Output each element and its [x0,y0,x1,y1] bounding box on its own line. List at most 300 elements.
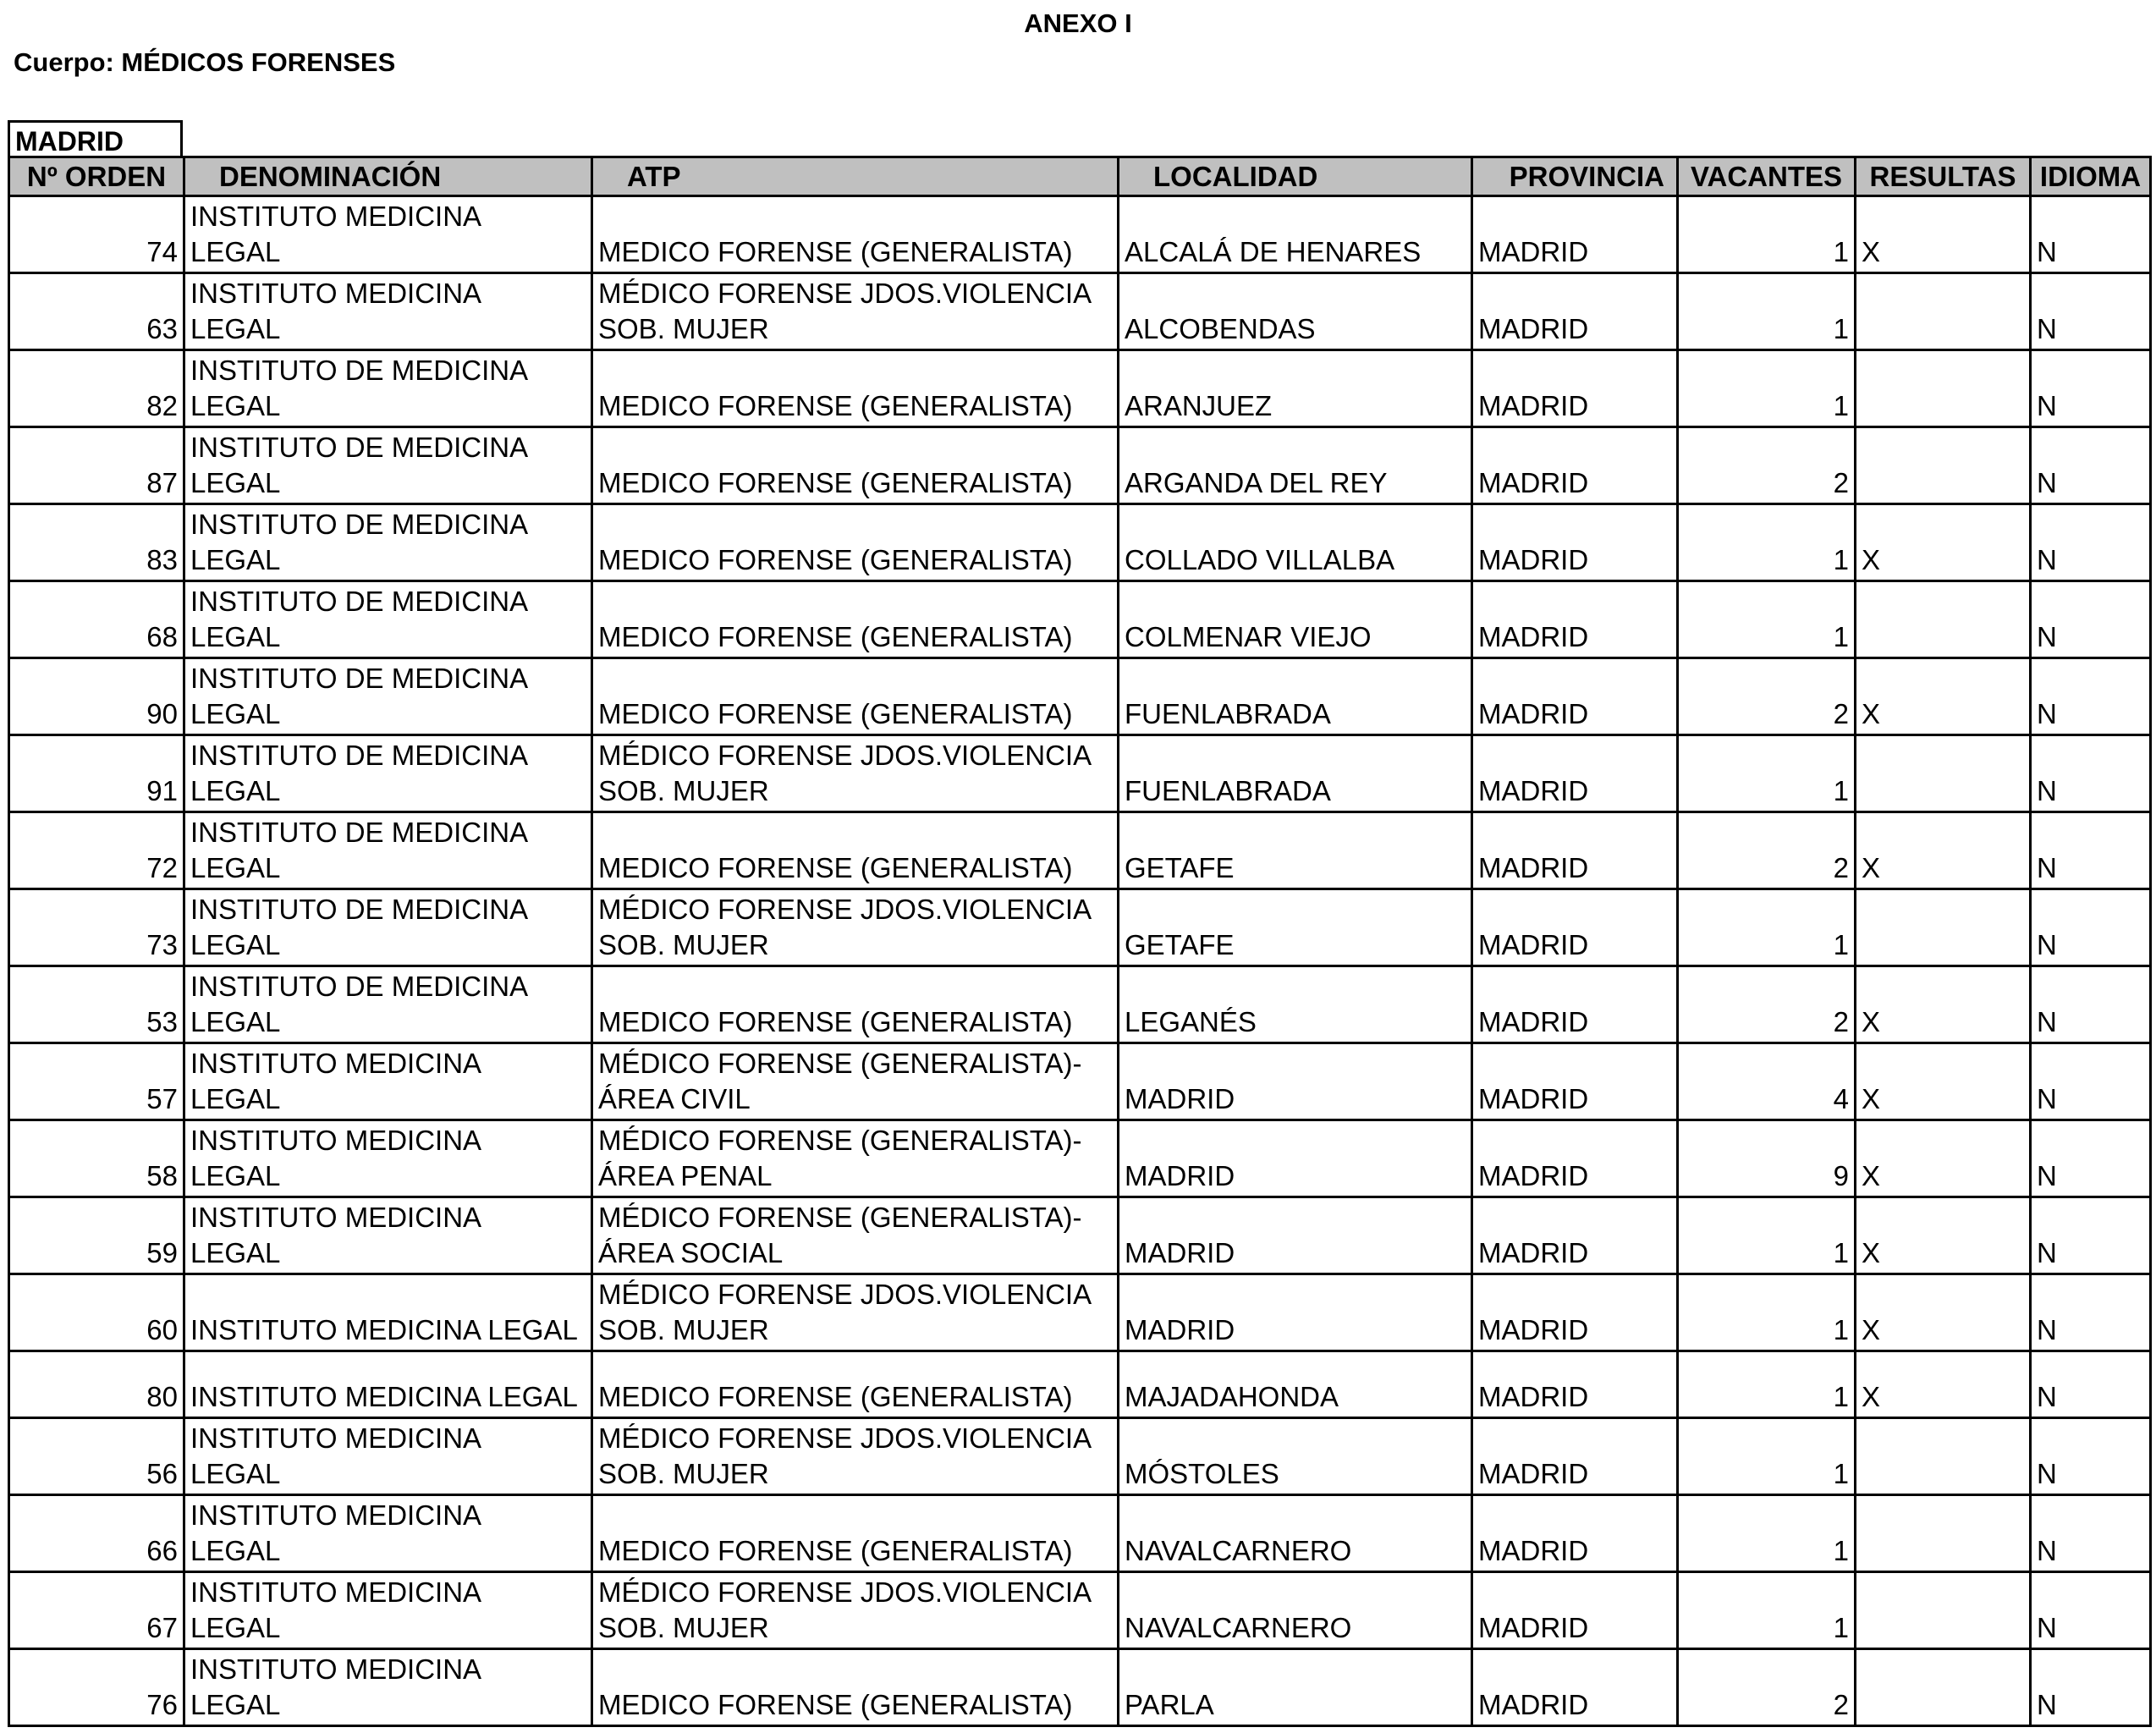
atp-cell-text: SOB. MUJER [598,313,769,344]
atp-cell-text: MÉDICO FORENSE JDOS.VIOLENCIA [598,894,1092,925]
vacantes-cell [1678,812,1856,889]
provincia-cell-text: MADRID [1478,544,1589,575]
atp-cell-text: MEDICO FORENSE (GENERALISTA) [598,698,1073,729]
localidad-cell-text: MADRID [1125,1314,1235,1345]
idioma-cell [2031,1649,2151,1726]
resultas-cell [1856,427,2031,504]
vacantes-cell-text: 1 [1833,1314,1849,1345]
denominacion-cell-text: INSTITUTO DE MEDICINA [190,663,529,694]
atp-cell [592,273,1119,350]
idioma-cell-text: N [2037,236,2057,267]
idioma-cell [2031,504,2151,581]
localidad-cell [1119,1351,1472,1418]
denominacion-cell-text: INSTITUTO DE MEDICINA [190,817,529,848]
provincia-cell-text: MADRID [1478,467,1589,498]
orden-cell [9,581,184,658]
provincia-cell-text: MADRID [1478,1160,1589,1191]
localidad-cell [1119,1418,1472,1495]
idioma-cell [2031,966,2151,1043]
atp-cell [592,427,1119,504]
vacantes-cell [1678,658,1856,735]
provincia-cell [1472,1572,1678,1649]
vacantes-cell-text: 1 [1833,236,1849,267]
resultas-cell [1856,1351,2031,1418]
idioma-cell [2031,1418,2151,1495]
localidad-cell-text: COLMENAR VIEJO [1125,621,1372,652]
table-row [9,1197,2151,1274]
orden-cell-text: 80 [146,1381,178,1412]
denominacion-cell [184,1418,592,1495]
atp-cell [592,735,1119,812]
vacantes-cell-text: 1 [1833,313,1849,344]
idioma-cell-text: N [2037,1612,2057,1643]
localidad-cell [1119,812,1472,889]
localidad-cell [1119,581,1472,658]
localidad-cell [1119,1120,1472,1197]
denominacion-cell-text: LEGAL [190,775,281,806]
localidad-cell [1119,273,1472,350]
idioma-cell-text: N [2037,1006,2057,1037]
atp-cell-text: MÉDICO FORENSE JDOS.VIOLENCIA [598,740,1092,771]
resultas-cell [1856,504,2031,581]
denominacion-cell-text: LEGAL [190,236,281,267]
orden-cell-text: 90 [146,698,178,729]
idioma-cell-text: N [2037,698,2057,729]
orden-cell [9,889,184,966]
vacantes-cell [1678,1274,1856,1351]
resultas-cell [1856,350,2031,427]
provincia-cell-text: MADRID [1478,698,1589,729]
atp-cell-text: MEDICO FORENSE (GENERALISTA) [598,390,1073,421]
denominacion-cell-text: LEGAL [190,1083,281,1114]
provincia-cell [1472,1043,1678,1120]
denominacion-cell [184,196,592,273]
atp-cell-text: MÉDICO FORENSE (GENERALISTA)- [598,1125,1082,1156]
localidad-cell [1119,889,1472,966]
vacantes-cell [1678,1120,1856,1197]
table-row [9,1495,2151,1572]
atp-cell-text: ÁREA PENAL [598,1160,773,1191]
resultas-cell [1856,812,2031,889]
vacantes-cell-text: 1 [1833,1535,1849,1566]
atp-cell [592,1649,1119,1726]
localidad-cell-text: FUENLABRADA [1125,775,1331,806]
localidad-cell-text: FUENLABRADA [1125,698,1331,729]
atp-cell [592,658,1119,735]
resultas-cell-text: X [1862,1381,1881,1412]
denominacion-cell-text: INSTITUTO DE MEDICINA [190,740,529,771]
atp-cell-text: MÉDICO FORENSE JDOS.VIOLENCIA [598,1422,1092,1454]
localidad-cell-text: NAVALCARNERO [1125,1612,1352,1643]
orden-cell [9,1274,184,1351]
header-resultas: RESULTAS [1856,157,2031,196]
atp-cell-text: SOB. MUJER [598,1458,769,1489]
denominacion-cell [184,273,592,350]
table-row [9,1649,2151,1726]
denominacion-cell-text: INSTITUTO MEDICINA [190,1048,482,1079]
provincia-cell [1472,735,1678,812]
orden-cell-text: 74 [146,236,178,267]
vacantes-cell-text: 1 [1833,544,1849,575]
idioma-cell [2031,273,2151,350]
vacantes-cell-text: 1 [1833,1381,1849,1412]
atp-cell [592,196,1119,273]
header-vacantes: VACANTES [1678,157,1856,196]
provincia-cell-text: MADRID [1478,1381,1589,1412]
orden-cell [9,273,184,350]
denominacion-cell [184,1649,592,1726]
resultas-cell-text: X [1862,1314,1881,1345]
provincia-cell-text: MADRID [1478,390,1589,421]
idioma-cell [2031,196,2151,273]
atp-cell-text: MEDICO FORENSE (GENERALISTA) [598,1535,1073,1566]
atp-cell-text: MÉDICO FORENSE JDOS.VIOLENCIA [598,1279,1092,1310]
idioma-cell-text: N [2037,1458,2057,1489]
atp-cell-text: MÉDICO FORENSE (GENERALISTA)- [598,1048,1082,1079]
atp-cell-text: MEDICO FORENSE (GENERALISTA) [598,621,1073,652]
orden-cell [9,1197,184,1274]
denominacion-cell-text: LEGAL [190,467,281,498]
resultas-cell [1856,1495,2031,1572]
idioma-cell [2031,1351,2151,1418]
provincia-cell [1472,1495,1678,1572]
idioma-cell-text: N [2037,1160,2057,1191]
atp-cell [592,1495,1119,1572]
resultas-cell [1856,1120,2031,1197]
localidad-cell [1119,658,1472,735]
localidad-cell-text: ARGANDA DEL REY [1125,467,1388,498]
orden-cell-text: 76 [146,1689,178,1720]
resultas-cell [1856,196,2031,273]
vacantes-cell-text: 1 [1833,1237,1849,1268]
denominacion-cell-text: LEGAL [190,1612,281,1643]
idioma-cell-text: N [2037,544,2057,575]
localidad-cell-text: ALCALÁ DE HENARES [1125,236,1422,267]
idioma-cell-text: N [2037,852,2057,883]
table-row [9,966,2151,1043]
provincia-cell-text: MADRID [1478,313,1589,344]
orden-cell [9,427,184,504]
orden-cell [9,812,184,889]
atp-cell [592,1572,1119,1649]
localidad-cell [1119,735,1472,812]
atp-cell [592,581,1119,658]
provincia-cell-text: MADRID [1478,1612,1589,1643]
atp-cell-text: MEDICO FORENSE (GENERALISTA) [598,1689,1073,1720]
vacantes-cell [1678,735,1856,812]
vacantes-cell-text: 1 [1833,621,1849,652]
vacantes-cell-text: 1 [1833,929,1849,960]
resultas-cell-text: X [1862,1160,1881,1191]
provincia-cell-text: MADRID [1478,1314,1589,1345]
localidad-cell-text: MAJADAHONDA [1125,1381,1339,1412]
idioma-cell-text: N [2037,775,2057,806]
localidad-cell [1119,1572,1472,1649]
table-row [9,1572,2151,1649]
idioma-cell-text: N [2037,1535,2057,1566]
localidad-cell-text: NAVALCARNERO [1125,1535,1352,1566]
table-body [9,196,2151,1726]
resultas-cell [1856,1649,2031,1726]
provincia-cell [1472,1418,1678,1495]
header-localidad: LOCALIDAD [1119,157,1472,196]
denominacion-cell-text: LEGAL [190,1458,281,1489]
body-heading: Cuerpo: MÉDICOS FORENSES [14,47,396,77]
denominacion-cell [184,1274,592,1351]
localidad-cell-text: MADRID [1125,1160,1235,1191]
atp-cell-text: MÉDICO FORENSE JDOS.VIOLENCIA [598,1576,1092,1608]
atp-cell-text: MÉDICO FORENSE (GENERALISTA)- [598,1202,1082,1233]
provincia-cell-text: MADRID [1478,1083,1589,1114]
orden-cell [9,735,184,812]
vacantes-cell-text: 9 [1833,1160,1849,1191]
header-orden: Nº ORDEN [9,157,184,196]
table-row [9,1120,2151,1197]
orden-cell-text: 58 [146,1160,178,1191]
table-row [9,1418,2151,1495]
vacantes-cell [1678,1572,1856,1649]
provincia-cell-text: MADRID [1478,236,1589,267]
resultas-cell [1856,1572,2031,1649]
table-row [9,273,2151,350]
denominacion-cell-text: INSTITUTO MEDICINA [190,1653,482,1685]
localidad-cell-text: GETAFE [1125,929,1235,960]
denominacion-cell-text: INSTITUTO MEDICINA LEGAL [190,1381,578,1412]
provincia-cell-text: MADRID [1478,1458,1589,1489]
table-row [9,427,2151,504]
idioma-cell [2031,1043,2151,1120]
denominacion-cell [184,1351,592,1418]
idioma-cell [2031,658,2151,735]
atp-cell-text: MEDICO FORENSE (GENERALISTA) [598,1381,1073,1412]
provincia-cell [1472,1274,1678,1351]
denominacion-cell-text: LEGAL [190,698,281,729]
denominacion-cell [184,658,592,735]
orden-cell-text: 87 [146,467,178,498]
atp-cell [592,1197,1119,1274]
localidad-cell [1119,427,1472,504]
denominacion-cell [184,889,592,966]
region-label: MADRID [8,120,183,156]
vacantes-cell [1678,1495,1856,1572]
resultas-cell [1856,966,2031,1043]
vacantes-cell-text: 4 [1833,1083,1849,1114]
idioma-cell-text: N [2037,929,2057,960]
localidad-cell [1119,1197,1472,1274]
resultas-cell [1856,273,2031,350]
denominacion-cell-text: INSTITUTO DE MEDICINA [190,894,529,925]
resultas-cell-text: X [1862,236,1881,267]
denominacion-cell-text: INSTITUTO MEDICINA [190,1125,482,1156]
idioma-cell [2031,350,2151,427]
atp-cell-text: MEDICO FORENSE (GENERALISTA) [598,852,1073,883]
idioma-cell-text: N [2037,621,2057,652]
localidad-cell [1119,1274,1472,1351]
denominacion-cell-text: LEGAL [190,390,281,421]
vacantes-cell [1678,1351,1856,1418]
localidad-cell-text: GETAFE [1125,852,1235,883]
provincia-cell [1472,427,1678,504]
atp-cell [592,1351,1119,1418]
denominacion-cell [184,1043,592,1120]
orden-cell-text: 60 [146,1314,178,1345]
provincia-cell [1472,812,1678,889]
atp-cell [592,889,1119,966]
orden-cell [9,1043,184,1120]
resultas-cell [1856,1274,2031,1351]
denominacion-cell-text: INSTITUTO DE MEDICINA [190,586,529,617]
table-row [9,658,2151,735]
provincia-cell [1472,581,1678,658]
table-row [9,1274,2151,1351]
denominacion-cell [184,1120,592,1197]
denominacion-cell [184,350,592,427]
localidad-cell [1119,350,1472,427]
atp-cell-text: MEDICO FORENSE (GENERALISTA) [598,467,1073,498]
idioma-cell [2031,1495,2151,1572]
denominacion-cell [184,1495,592,1572]
table-row [9,196,2151,273]
denominacion-cell-text: LEGAL [190,544,281,575]
table-row [9,735,2151,812]
localidad-cell [1119,1043,1472,1120]
orden-cell [9,1649,184,1726]
table-row [9,581,2151,658]
orden-cell-text: 83 [146,544,178,575]
orden-cell-text: 68 [146,621,178,652]
denominacion-cell-text: INSTITUTO MEDICINA [190,1576,482,1608]
vacantes-cell-text: 2 [1833,852,1849,883]
localidad-cell-text: MÓSTOLES [1125,1458,1279,1489]
denominacion-cell-text: LEGAL [190,1535,281,1566]
localidad-cell-text: ALCOBENDAS [1125,313,1316,344]
orden-cell [9,1572,184,1649]
vacantes-cell-text: 1 [1833,1612,1849,1643]
provincia-cell-text: MADRID [1478,775,1589,806]
denominacion-cell-text: INSTITUTO MEDICINA LEGAL [190,1314,578,1345]
provincia-cell [1472,1351,1678,1418]
localidad-cell-text: LEGANÉS [1125,1006,1257,1037]
resultas-cell [1856,1043,2031,1120]
vacantes-cell [1678,427,1856,504]
orden-cell-text: 72 [146,852,178,883]
header-atp: ATP [592,157,1119,196]
orden-cell-text: 53 [146,1006,178,1037]
localidad-cell-text: MADRID [1125,1237,1235,1268]
atp-cell [592,1043,1119,1120]
resultas-cell [1856,1197,2031,1274]
denominacion-cell-text: LEGAL [190,1237,281,1268]
denominacion-cell-text: INSTITUTO DE MEDICINA [190,971,529,1002]
resultas-cell [1856,581,2031,658]
resultas-cell-text: X [1862,1237,1881,1268]
orden-cell [9,1351,184,1418]
atp-cell-text: MEDICO FORENSE (GENERALISTA) [598,236,1073,267]
denominacion-cell-text: INSTITUTO MEDICINA [190,1422,482,1454]
resultas-cell-text: X [1862,852,1881,883]
vacantes-cell-text: 2 [1833,698,1849,729]
denominacion-cell-text: LEGAL [190,1006,281,1037]
provincia-cell [1472,350,1678,427]
atp-cell-text: MÉDICO FORENSE JDOS.VIOLENCIA [598,278,1092,309]
vacantes-cell [1678,1418,1856,1495]
atp-cell-text: MEDICO FORENSE (GENERALISTA) [598,1006,1073,1037]
localidad-cell [1119,504,1472,581]
table-row [9,812,2151,889]
localidad-cell [1119,966,1472,1043]
orden-cell [9,1495,184,1572]
table-row [9,350,2151,427]
denominacion-cell-text: LEGAL [190,852,281,883]
atp-cell-text: ÁREA SOCIAL [598,1237,784,1268]
orden-cell [9,350,184,427]
resultas-cell-text: X [1862,1083,1881,1114]
vacantes-cell [1678,1197,1856,1274]
provincia-cell [1472,1649,1678,1726]
denominacion-cell-text: INSTITUTO DE MEDICINA [190,355,529,386]
orden-cell-text: 82 [146,390,178,421]
denominacion-cell [184,1572,592,1649]
orden-cell-text: 91 [146,775,178,806]
idioma-cell [2031,427,2151,504]
vacantes-cell-text: 2 [1833,1689,1849,1720]
resultas-cell [1856,658,2031,735]
denominacion-cell-text: INSTITUTO DE MEDICINA [190,432,529,463]
resultas-cell [1856,735,2031,812]
vacantes-cell [1678,504,1856,581]
atp-cell [592,966,1119,1043]
provincia-cell-text: MADRID [1478,1689,1589,1720]
vacantes-cell-text: 1 [1833,775,1849,806]
header-denominacion: DENOMINACIÓN [184,157,592,196]
provincia-cell [1472,1120,1678,1197]
annex-title: ANEXO I [1024,8,1132,38]
vacantes-cell [1678,1649,1856,1726]
header-idioma: IDIOMA [2031,157,2151,196]
vacantes-cell-text: 1 [1833,1458,1849,1489]
orden-cell-text: 67 [146,1612,178,1643]
atp-cell-text: MEDICO FORENSE (GENERALISTA) [598,544,1073,575]
provincia-cell-text: MADRID [1478,929,1589,960]
denominacion-cell-text: INSTITUTO MEDICINA [190,278,482,309]
orden-cell [9,196,184,273]
atp-cell-text: ÁREA CIVIL [598,1083,751,1114]
resultas-cell-text: X [1862,698,1881,729]
resultas-cell-text: X [1862,544,1881,575]
idioma-cell [2031,1197,2151,1274]
orden-cell-text: 57 [146,1083,178,1114]
denominacion-cell-text: LEGAL [190,1160,281,1191]
idioma-cell-text: N [2037,390,2057,421]
vacantes-cell [1678,581,1856,658]
vacantes-cell-text: 2 [1833,467,1849,498]
denominacion-cell [184,966,592,1043]
provincia-cell [1472,504,1678,581]
provincia-cell [1472,889,1678,966]
denominacion-cell [184,504,592,581]
resultas-cell [1856,889,2031,966]
localidad-cell [1119,1495,1472,1572]
provincia-cell [1472,196,1678,273]
resultas-cell [1856,1418,2031,1495]
idioma-cell [2031,812,2151,889]
atp-cell [592,1120,1119,1197]
resultas-cell-text: X [1862,1006,1881,1037]
atp-cell-text: SOB. MUJER [598,1314,769,1345]
atp-cell [592,504,1119,581]
idioma-cell-text: N [2037,1237,2057,1268]
table-row [9,1043,2151,1120]
